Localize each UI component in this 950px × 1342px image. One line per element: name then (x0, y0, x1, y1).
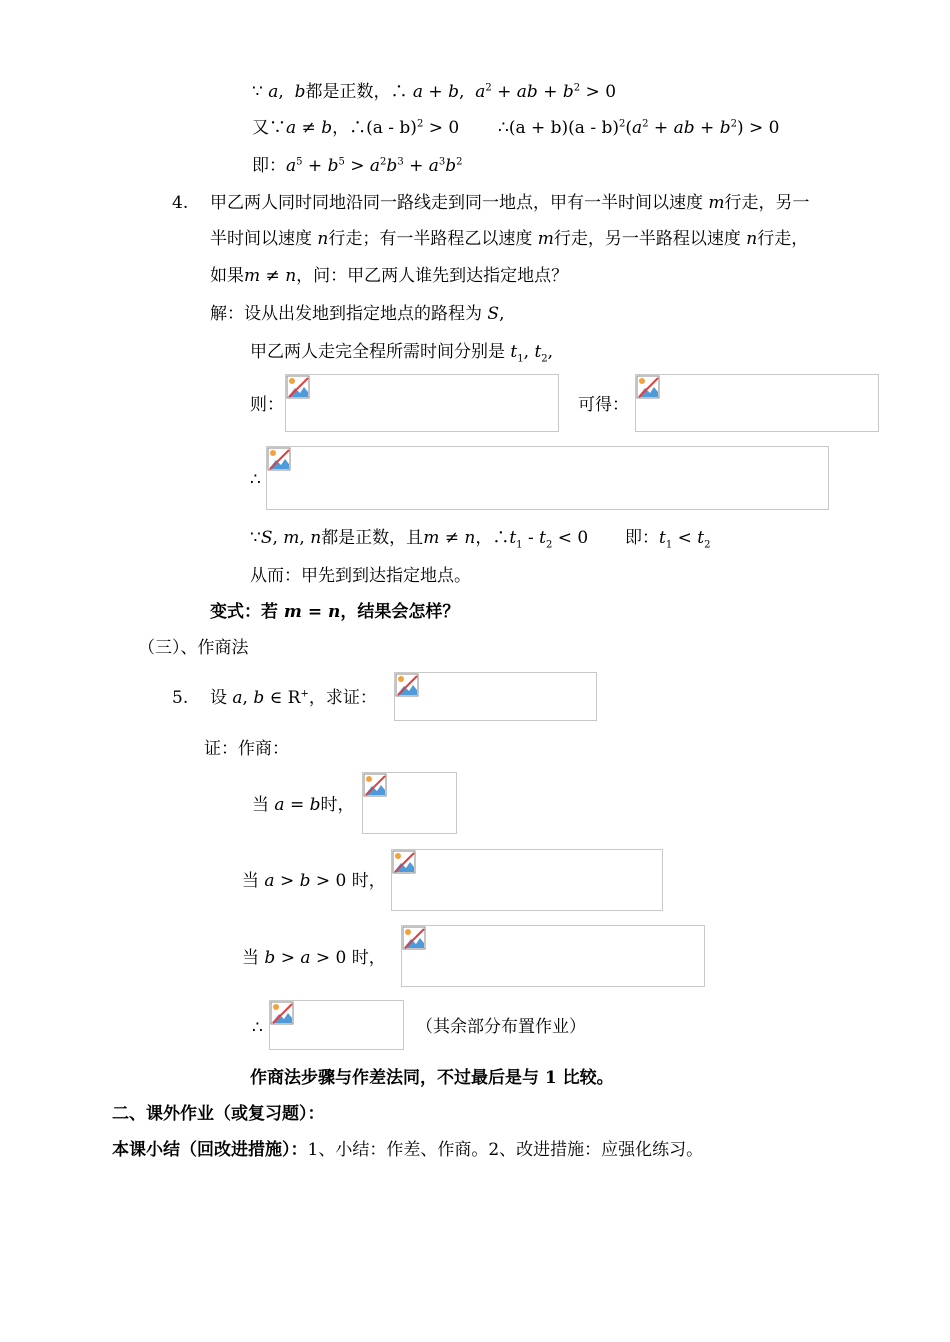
q5-proof-label: 证：作商： (204, 739, 289, 759)
broken-image-icon (392, 850, 416, 874)
q4-line-1: 甲乙两人同时同地沿同一路线走到同一地点，甲有一半时间以速度 m行走，另一 (210, 193, 810, 213)
q4-solution-2: 甲乙两人走完全程所需时间分别是 $t_1$, $t_2$, (250, 342, 554, 365)
q5-case-2: 当 a > b > 0 时， (242, 871, 386, 891)
q5-case-3: 当 b > a > 0 时， (242, 948, 386, 968)
broken-image-icon (636, 375, 660, 399)
broken-image-icon (286, 375, 310, 399)
q4-kede-label: 可得： (578, 395, 629, 415)
q4-line-3: 如果m ≠ n，问：甲乙两人谁先到达指定地点？ (210, 266, 569, 286)
q4-therefore: ∴ (250, 470, 261, 490)
q4-variant: 变式：若 m = n，结果会怎样？ (210, 602, 460, 622)
because-symbol: ∵ (252, 82, 263, 102)
proof-line-2: 又∵a ≠ b，∴(a - b)$^2$ > 0 ∴(a + $b)(a - b)^2(a^2$ + ab + $b^2) > 0$ (252, 118, 780, 138)
broken-image-formula (362, 772, 457, 834)
q5-method-note: 作商法步骤与作差法同，不过最后是与 1 比较。 (250, 1068, 614, 1088)
q5-therefore: ∴ (252, 1018, 263, 1038)
q5-number: 5. (172, 688, 189, 708)
broken-image-formula (635, 374, 879, 432)
broken-image-formula (285, 374, 559, 432)
q4-number: 4. (172, 193, 189, 213)
q4-conclusion: ∵S, m, n都是正数，且m ≠ n，$\therefore t_1 - t_2 < 0$ 即：$t_1 < t_2$ (250, 528, 711, 551)
broken-image-icon (402, 926, 426, 950)
broken-image-icon (270, 1001, 294, 1025)
q5-statement: 设 a, b ∈ R+，求证： (210, 688, 377, 708)
q4-line-2: 半时间以速度 n行走；有一半路程乙以速度 m行走，另一半路程以速度 n行走， (210, 229, 809, 249)
section-3-heading: （三）、作商法 (138, 638, 249, 658)
broken-image-formula (269, 1000, 404, 1050)
summary-text: 1、小结：作差、作商。2、改进措施：应强化练习。 (307, 1140, 704, 1160)
broken-image-formula (401, 925, 705, 987)
q5-case-1: 当 a = b时， (252, 795, 355, 815)
lesson-summary (112, 1138, 703, 1162)
q4-ze-label: 则： (250, 395, 284, 415)
summary-label: 本课小结（回改进措施）： (112, 1140, 308, 1160)
broken-image-icon (363, 773, 387, 797)
q5-rest-note: （其余部分布置作业） (416, 1017, 586, 1037)
q4-solution-1: 解：设从出发地到指定地点的路程为 S, (210, 304, 505, 324)
homework-heading: 二、课外作业（或复习题）： (112, 1104, 325, 1124)
proof-line-1: ∵ a, b都是正数，∴ a + b, $a^2$ + ab + $b^2 > 0$ (252, 82, 617, 102)
broken-image-formula (394, 672, 597, 721)
broken-image-icon (395, 673, 419, 697)
broken-image-formula (266, 446, 829, 510)
broken-image-formula (391, 849, 663, 911)
q4-result: 从而：甲先到到达指定地点。 (250, 566, 471, 586)
proof-line-3: 即：$a^5 + b^5 > a^2b^3 + a^3b^2$ (252, 156, 463, 176)
broken-image-icon (267, 447, 291, 471)
